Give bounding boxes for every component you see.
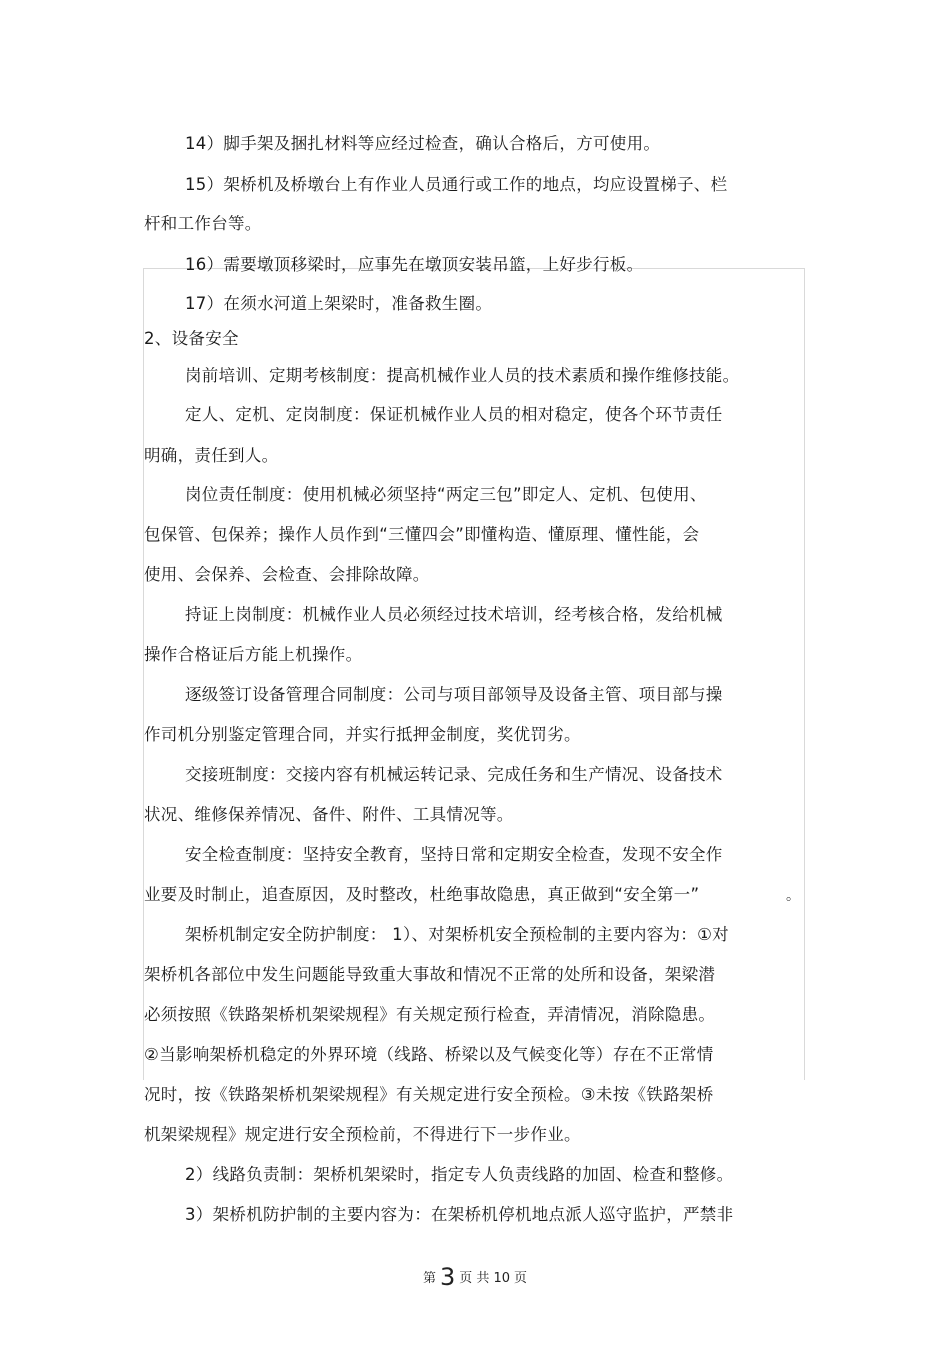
section-heading: 2、设备安全 bbox=[144, 329, 239, 348]
page-number: 3 bbox=[440, 1263, 456, 1291]
footer-suffix: 页 bbox=[513, 1271, 527, 1286]
text-line: ②当影响架桥机稳定的外界环境（线路、桥梁以及气候变化等）存在不正常情 bbox=[144, 1045, 714, 1064]
text-line: 使用、会保养、会检查、会排除故障。 bbox=[144, 565, 430, 584]
text-line: 状况、维修保养情况、备件、附件、工具情况等。 bbox=[144, 805, 514, 824]
text-line: 杆和工作台等。 bbox=[144, 214, 262, 233]
frame-right-line bbox=[804, 268, 805, 1080]
text-line: 3）架桥机防护制的主要内容为：在架桥机停机地点派人巡守监护，严禁非 bbox=[185, 1205, 734, 1224]
footer-middle: 页 共 bbox=[459, 1271, 490, 1286]
text-line: 2）线路负责制：架桥机架梁时，指定专人负责线路的加固、检查和整修。 bbox=[185, 1165, 734, 1184]
text-line: 交接班制度：交接内容有机械运转记录、完成任务和生产情况、设备技术 bbox=[185, 765, 723, 784]
text-line: 定人、定机、定岗制度：保证机械作业人员的相对稳定，使各个环节责任 bbox=[185, 405, 723, 424]
text-line: 况时，按《铁路架桥机架梁规程》有关规定进行安全预检。③未按《铁路架桥 bbox=[144, 1085, 714, 1104]
text-line: 操作合格证后方能上机操作。 bbox=[144, 645, 363, 664]
text-line: 安全检查制度：坚持安全教育，坚持日常和定期安全检查，发现不安全作 bbox=[185, 845, 723, 864]
text-line: 作司机分别鉴定管理合同，并实行抵押金制度，奖优罚劣。 bbox=[144, 725, 581, 744]
text-line: 岗位责任制度：使用机械必须坚持“两定三包”即定人、定机、包使用、 bbox=[185, 485, 707, 504]
text-line: 持证上岗制度：机械作业人员必须经过技术培训，经考核合格，发给机械 bbox=[185, 605, 723, 624]
text-line: 明确，责任到人。 bbox=[144, 446, 279, 465]
text-line: 架桥机制定安全防护制度： 1）、对架桥机安全预检制的主要内容为：①对 bbox=[185, 925, 729, 944]
text-line: 逐级签订设备管理合同制度：公司与项目部领导及设备主管、项目部与操 bbox=[185, 685, 723, 704]
text-line: 14）脚手架及捆扎材料等应经过检查，确认合格后，方可使用。 bbox=[185, 134, 661, 153]
text-line: 业要及时制止，追查原因，及时整改，杜绝事故隐患，真正做到“安全第一” bbox=[144, 885, 700, 904]
footer-prefix: 第 bbox=[423, 1271, 437, 1286]
text-line: 16）需要墩顶移梁时，应事先在墩顶安装吊篮，上好步行板。 bbox=[185, 255, 644, 274]
page-footer bbox=[0, 1263, 950, 1291]
text-line: 机架梁规程》规定进行安全预检前，不得进行下一步作业。 bbox=[144, 1125, 581, 1144]
text-line: 必须按照《铁路架桥机架梁规程》有关规定预行检查，弄清情况，消除隐患。 bbox=[144, 1005, 716, 1024]
frame-left-line bbox=[143, 268, 144, 1080]
total-pages: 10 bbox=[493, 1271, 510, 1286]
stray-period: 。 bbox=[786, 888, 800, 904]
text-line: 15）架桥机及桥墩台上有作业人员通行或工作的地点，均应设置梯子、栏 bbox=[185, 175, 728, 194]
text-line: 17）在须水河道上架梁时，准备救生圈。 bbox=[185, 294, 493, 313]
text-line: 架桥机各部位中发生问题能导致重大事故和情况不正常的处所和设备，架梁潜 bbox=[144, 965, 716, 984]
text-line: 岗前培训、定期考核制度：提高机械作业人员的技术素质和操作维修技能。 bbox=[185, 366, 740, 385]
text-line: 包保管、包保养；操作人员作到“三懂四会”即懂构造、懂原理、懂性能，会 bbox=[144, 525, 700, 544]
